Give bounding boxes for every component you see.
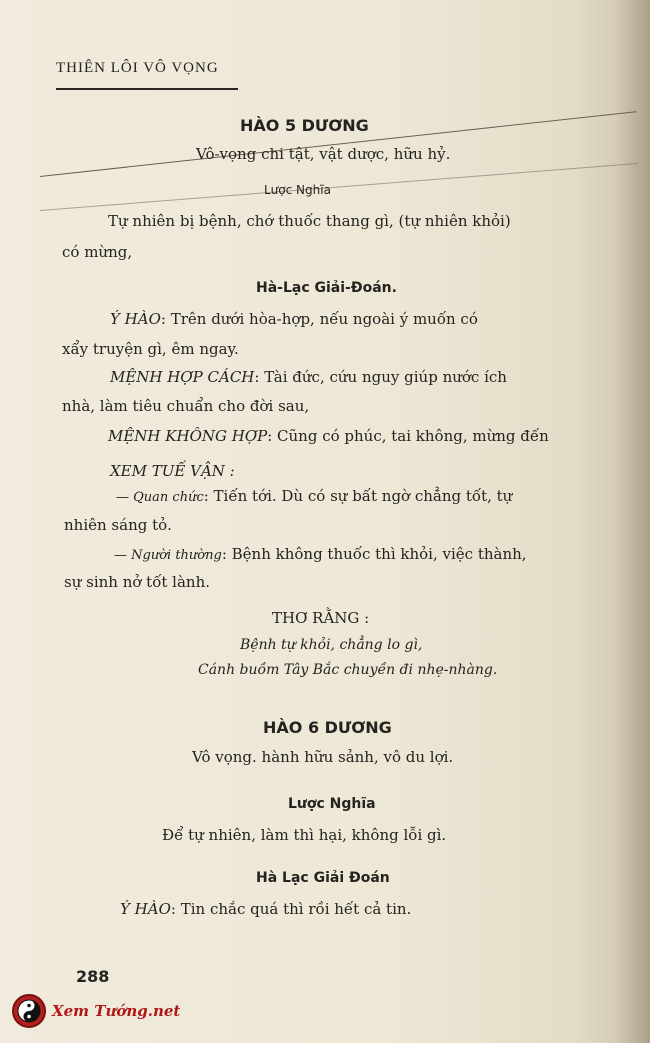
- yhao-label: Ý HÀO: [110, 310, 161, 328]
- section5-hl-title: Hà-Lạc Giải-Đoán.: [256, 280, 397, 296]
- section5-nguoi-thuong-cont: sự sinh nở tốt lành.: [64, 573, 211, 591]
- section5-yhao-cont: xẩy truyện gì, êm ngay.: [62, 340, 239, 358]
- nguoi-thuong-label: — Người thường: [114, 548, 222, 563]
- section5-fragment-heading: Lược Nghĩa: [264, 183, 331, 197]
- section5-yhao: [110, 310, 478, 328]
- section6-verse: Vô vọng. hành hữu sảnh, vô du lợi.: [192, 748, 454, 766]
- section5-menh-hop-cont: nhà, làm tiêu chuẩn cho đời sau,: [62, 397, 310, 415]
- page-shadow-edge: [616, 0, 650, 1043]
- section5-poem-line2: Cánh buồm Tây Bắc chuyền đi nhẹ-nhàng.: [198, 662, 498, 678]
- section5-meaning-line1: Tự nhiên bị bệnh, chớ thuốc thang gì, (tự nhiên khỏi): [108, 212, 511, 230]
- quan-chuc-text-1: : Tiến tới. Dù có sự bất ngờ chẳng tốt, tự: [203, 487, 513, 505]
- yhao-text-1: : Trên dưới hòa-hợp, nếu ngoài ý muốn có: [160, 310, 478, 328]
- quan-chuc-label: — Quan chức: [116, 490, 204, 505]
- section6-yhao-label: Ý HÀO: [120, 900, 171, 918]
- section5-nguoi-thuong: [114, 545, 527, 563]
- menh-hop-label: MỆNH HỢP CÁCH: [110, 368, 255, 386]
- menh-khong-text: : Cũng có phúc, tai không, mừng đến: [267, 427, 549, 445]
- section6-title: HÀO 6 DƯƠNG: [263, 718, 392, 737]
- section6-yhao: [120, 900, 411, 918]
- nguoi-thuong-text-1: : Bệnh không thuốc thì khỏi, việc thành,: [221, 545, 527, 563]
- section6-meaning: Để tự nhiên, làm thì hại, không lỗi gì.: [162, 826, 447, 844]
- section5-menh-khong: [108, 427, 549, 445]
- section5-tho-rang: THƠ RẰNG :: [272, 609, 370, 627]
- section5-meaning-line2: có mừng,: [62, 243, 133, 261]
- section5-menh-hop: [110, 368, 507, 386]
- section6-hl-title: Hà Lạc Giải Đoán: [256, 870, 390, 886]
- section5-quan-chuc: [116, 487, 512, 505]
- menh-khong-label: MỆNH KHÔNG HỢP: [108, 427, 268, 445]
- paper-fold-line-faint: [40, 163, 638, 211]
- section5-title: HÀO 5 DƯƠNG: [240, 116, 369, 135]
- section5-poem-line1: Bệnh tự khỏi, chẳng lo gì,: [240, 637, 423, 653]
- watermark-text: Xem Tướng.net: [52, 1002, 181, 1020]
- running-header: THIÊN LÔI VÔ VỌNG: [56, 60, 219, 76]
- section5-verse: Vô-vọng chi tật, vật dược, hữu hỷ.: [196, 145, 451, 163]
- header-underline: [56, 88, 238, 90]
- section5-xem-tue: XEM TUẾ VẬN :: [110, 462, 235, 480]
- section6-yhao-text: : Tin chắc quá thì rồi hết cả tin.: [170, 900, 412, 918]
- page-number: 288: [76, 967, 110, 986]
- watermark-logo[interactable]: [12, 994, 180, 1028]
- yin-yang-icon: [12, 994, 46, 1028]
- menh-hop-text-1: : Tài đức, cứu nguy giúp nước ích: [254, 368, 507, 386]
- section5-quan-chuc-cont: nhiên sáng tỏ.: [64, 516, 172, 534]
- section6-luoc-nghia: Lược Nghĩa: [288, 796, 376, 812]
